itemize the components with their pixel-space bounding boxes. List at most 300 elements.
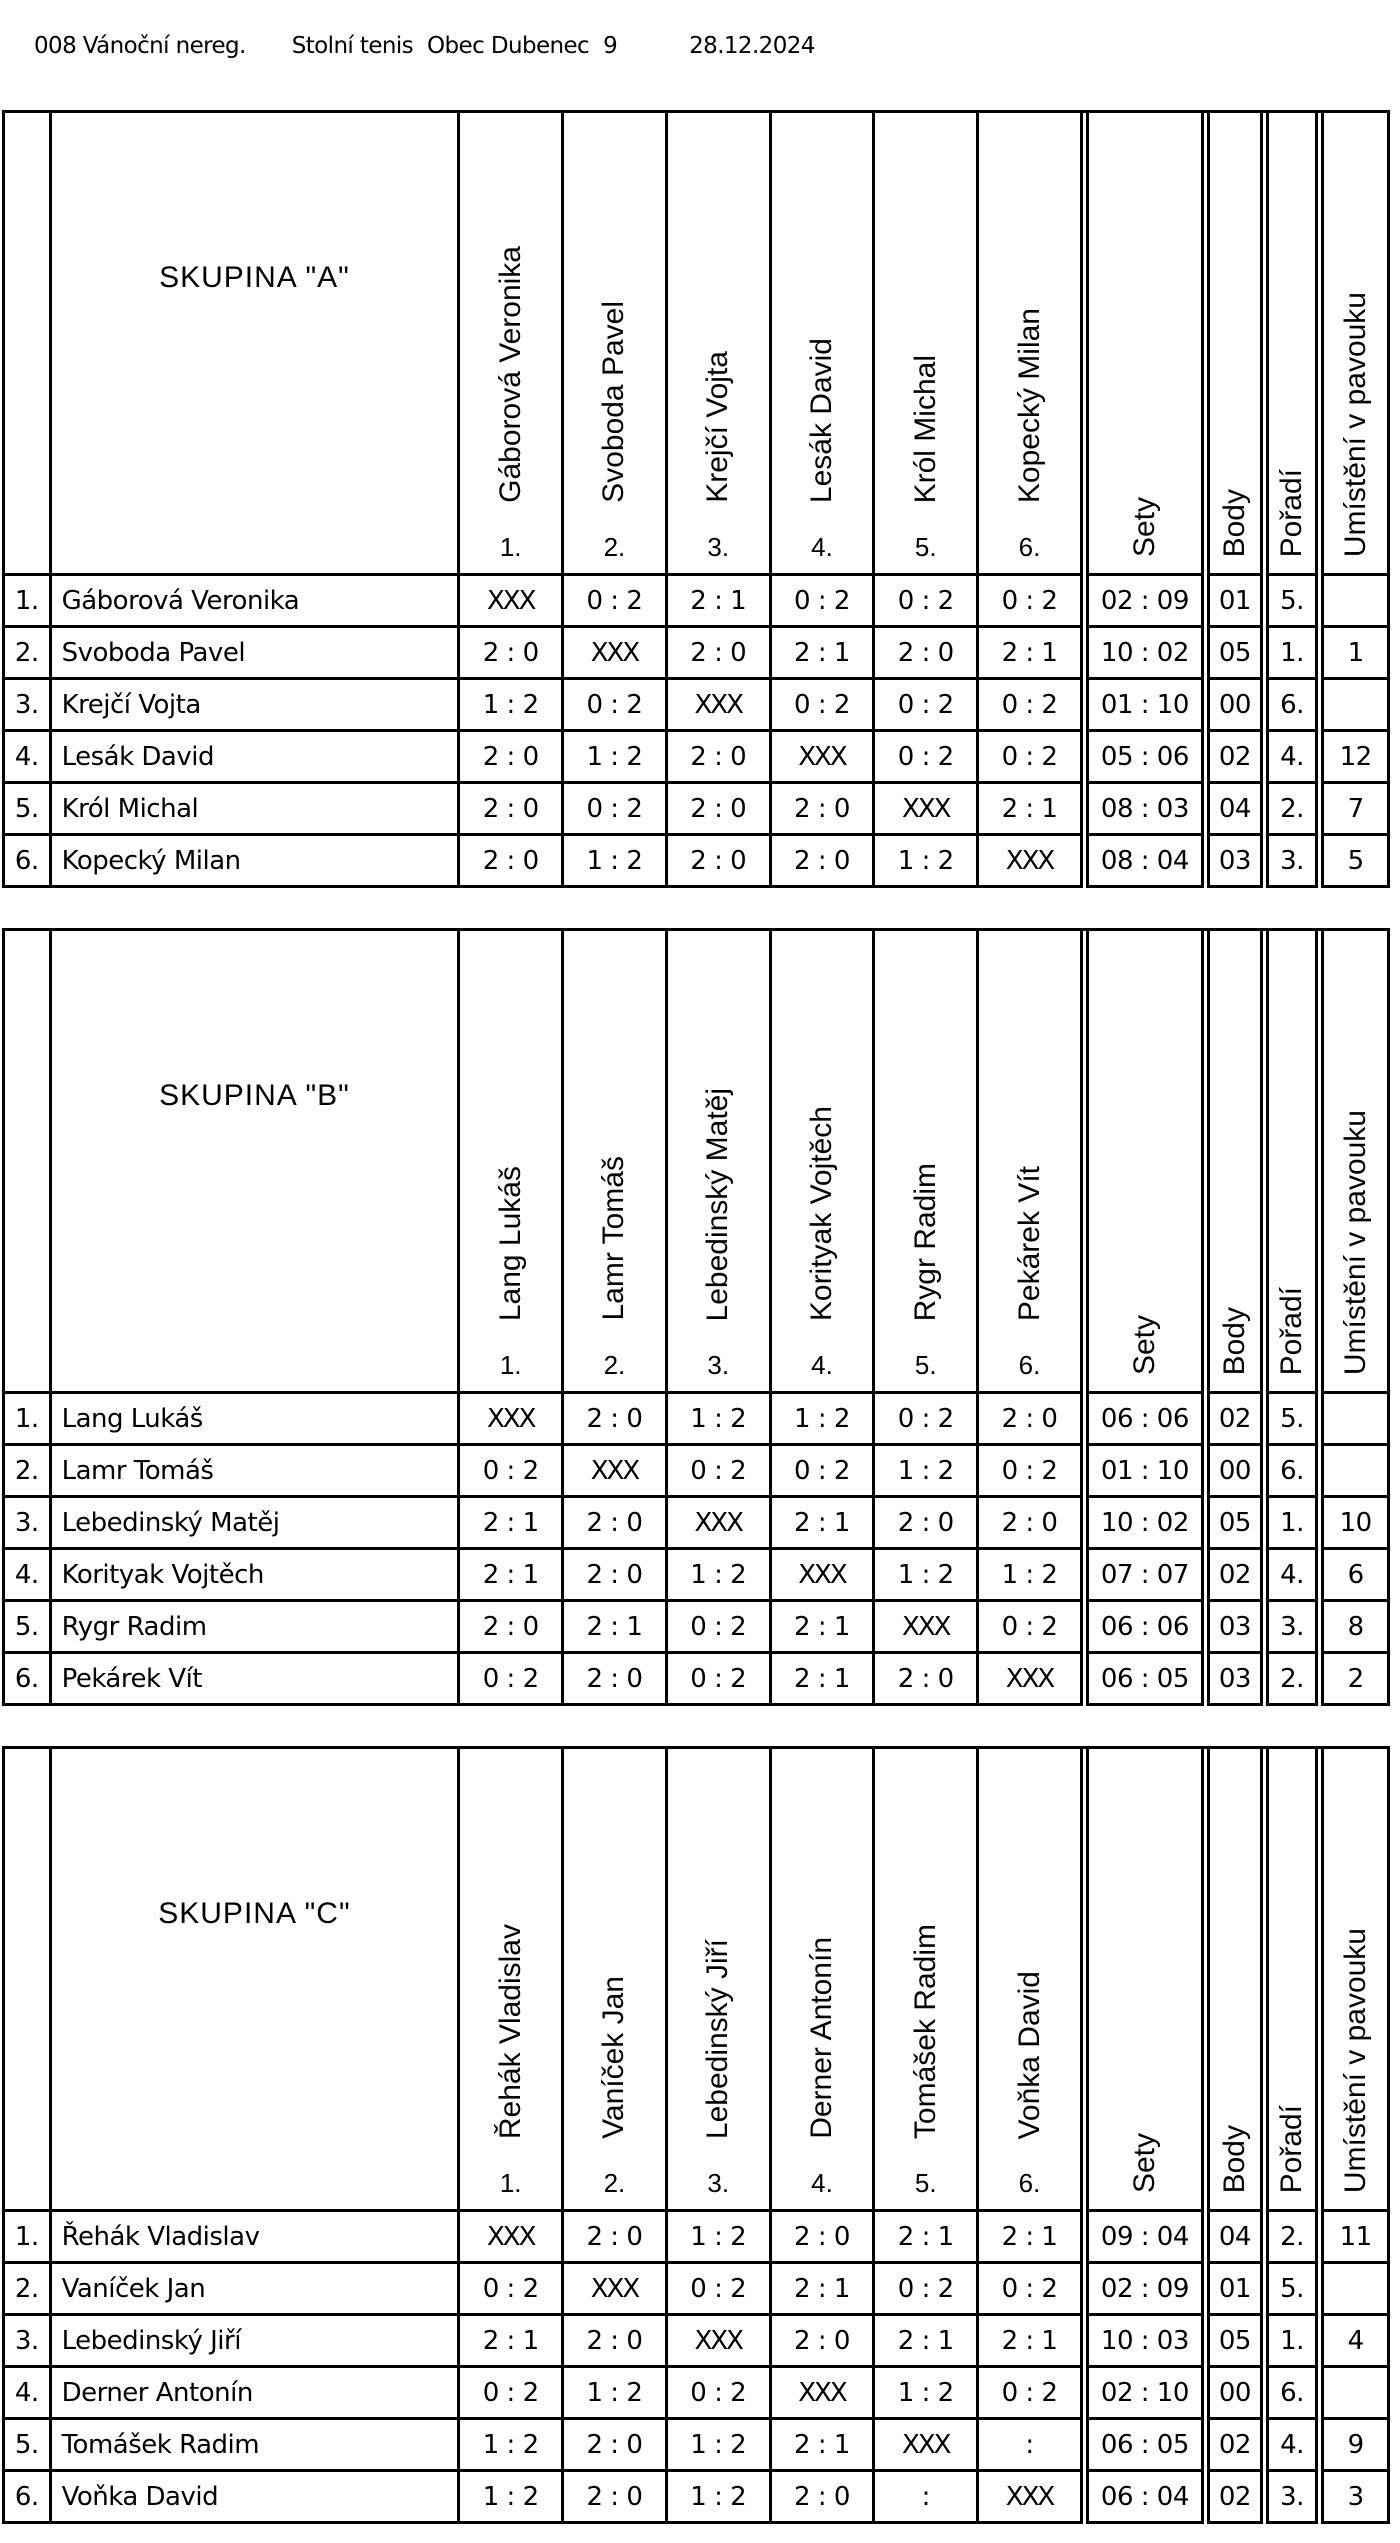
match-score: 2 : 0	[564, 1498, 668, 1550]
opponent-number: 2.	[603, 2168, 626, 2198]
points-value: 05	[1210, 2316, 1263, 2368]
match-score: 0 : 2	[979, 1602, 1083, 1654]
match-score: 1 : 2	[564, 2368, 668, 2420]
player-number: 1.	[5, 1394, 52, 1446]
player-row	[5, 2420, 1390, 2472]
order-value: 3.	[1269, 836, 1318, 888]
points-value: 02	[1210, 2420, 1263, 2472]
player-name: Lamr Tomáš	[52, 1446, 461, 1498]
opponent-number: 4.	[811, 2168, 833, 2198]
match-score: 0 : 2	[875, 732, 979, 784]
opponent-name: Řehák Vladislav	[493, 1923, 527, 2139]
opponent-header	[460, 113, 561, 573]
match-score: 2 : 0	[564, 1654, 668, 1706]
bracket-header-cell	[1324, 931, 1390, 1394]
points-value: 02	[1210, 1550, 1263, 1602]
player-row	[5, 2316, 1390, 2368]
opponent-number: 1.	[499, 1350, 522, 1380]
sets-header	[1089, 113, 1200, 573]
match-score: 2 : 0	[979, 1498, 1083, 1550]
match-score: 2 : 0	[668, 628, 772, 680]
bracket-value: 12	[1324, 732, 1390, 784]
player-name: Lebedinský Jiří	[52, 2316, 461, 2368]
match-score: 0 : 2	[460, 2264, 564, 2316]
match-score: 0 : 2	[979, 732, 1083, 784]
opponent-header	[668, 1749, 769, 2209]
opponent-header	[772, 931, 873, 1391]
opponent-name: Derner Antonín	[804, 1937, 838, 2139]
corner-cell	[5, 113, 52, 576]
points-value: 05	[1210, 1498, 1263, 1550]
match-score: 2 : 1	[772, 1498, 876, 1550]
group-title-cell	[52, 931, 461, 1394]
self-match-cell: XXX	[875, 2420, 979, 2472]
self-match-cell: XXX	[668, 2316, 772, 2368]
group-table-c	[2, 1746, 1390, 2524]
match-score: 0 : 2	[979, 2368, 1083, 2420]
match-score: 2 : 0	[772, 2316, 876, 2368]
order-header	[1269, 1749, 1315, 2209]
sets-header	[1089, 931, 1200, 1391]
opponent-column-header	[668, 1749, 772, 2212]
sets-header	[1089, 1749, 1200, 2209]
opponent-column-header	[772, 1749, 876, 2212]
match-score: 0 : 2	[460, 1446, 564, 1498]
self-match-cell: XXX	[668, 680, 772, 732]
match-score: 1 : 2	[875, 1550, 979, 1602]
points-header-cell	[1210, 1749, 1263, 2212]
player-number: 4.	[5, 2368, 52, 2420]
corner-cell	[5, 931, 52, 1394]
order-value: 4.	[1269, 732, 1318, 784]
opponent-name: Król Michal	[908, 354, 942, 503]
player-row	[5, 2264, 1390, 2316]
opponent-column-header	[875, 113, 979, 576]
player-row	[5, 680, 1390, 732]
bracket-header-label: Umístění v pavouku	[1338, 1109, 1372, 1375]
points-value: 00	[1210, 680, 1263, 732]
player-name: Król Michal	[52, 784, 461, 836]
match-score: 1 : 2	[875, 2368, 979, 2420]
match-score: 0 : 2	[875, 576, 979, 628]
match-score: 1 : 2	[460, 2472, 564, 2524]
sets-value: 02 : 09	[1089, 2264, 1203, 2316]
player-number: 3.	[5, 1498, 52, 1550]
bracket-value: 8	[1324, 1602, 1390, 1654]
opponent-name: Lesák David	[804, 337, 838, 503]
bracket-value: 2	[1324, 1654, 1390, 1706]
player-row	[5, 2368, 1390, 2420]
opponent-header	[979, 931, 1080, 1391]
order-value: 2.	[1269, 1654, 1318, 1706]
match-score: 2 : 1	[460, 1498, 564, 1550]
order-header	[1269, 931, 1315, 1391]
points-value: 04	[1210, 784, 1263, 836]
points-header-label: Body	[1217, 2124, 1251, 2193]
player-name: Tomášek Radim	[52, 2420, 461, 2472]
points-value: 00	[1210, 2368, 1263, 2420]
player-name: Lang Lukáš	[52, 1394, 461, 1446]
opponent-column-header	[979, 1749, 1083, 2212]
opponent-number: 5.	[914, 2168, 937, 2198]
order-value: 5.	[1269, 1394, 1318, 1446]
points-value: 01	[1210, 2264, 1263, 2316]
bracket-value	[1324, 2368, 1390, 2420]
points-header-cell	[1210, 113, 1263, 576]
self-match-cell: XXX	[564, 2264, 668, 2316]
player-name: Vaníček Jan	[52, 2264, 461, 2316]
opponent-header	[564, 931, 665, 1391]
bracket-value: 6	[1324, 1550, 1390, 1602]
player-number: 6.	[5, 836, 52, 888]
points-header	[1210, 113, 1260, 573]
group-title-cell	[52, 1749, 461, 2212]
match-score: 2 : 1	[875, 2212, 979, 2264]
self-match-cell: XXX	[772, 732, 876, 784]
header-row	[5, 113, 1390, 576]
match-score: 2 : 1	[772, 1602, 876, 1654]
opponent-header	[979, 113, 1080, 573]
match-score: 0 : 2	[668, 2368, 772, 2420]
bracket-value	[1324, 2264, 1390, 2316]
match-score: 1 : 2	[668, 1394, 772, 1446]
sets-header-cell	[1089, 931, 1203, 1394]
player-row	[5, 1654, 1390, 1706]
opponent-column-header	[772, 931, 876, 1394]
match-score: 1 : 2	[668, 1550, 772, 1602]
opponent-header	[668, 931, 769, 1391]
sets-value: 08 : 03	[1089, 784, 1203, 836]
match-score: :	[875, 2472, 979, 2524]
bracket-header	[1324, 931, 1387, 1391]
points-value: 01	[1210, 576, 1263, 628]
sets-value: 06 : 05	[1089, 1654, 1203, 1706]
points-value: 03	[1210, 836, 1263, 888]
opponent-name: Svoboda Pavel	[597, 301, 631, 503]
sets-value: 02 : 10	[1089, 2368, 1203, 2420]
opponent-name: Kopecký Milan	[1012, 307, 1046, 503]
points-value: 05	[1210, 628, 1263, 680]
opponent-header	[772, 1749, 873, 2209]
match-score: 2 : 0	[772, 836, 876, 888]
bracket-value: 3	[1324, 2472, 1390, 2524]
opponent-name: Lebedinský Jiří	[701, 1938, 735, 2139]
results-grid	[2, 928, 1390, 1706]
player-number: 4.	[5, 732, 52, 784]
bracket-value	[1324, 680, 1390, 732]
player-row	[5, 1602, 1390, 1654]
match-score: 2 : 0	[668, 836, 772, 888]
match-score: 1 : 2	[460, 680, 564, 732]
order-header	[1269, 113, 1315, 573]
bracket-header	[1324, 113, 1387, 573]
player-name: Lebedinský Matěj	[52, 1498, 461, 1550]
bracket-value: 4	[1324, 2316, 1390, 2368]
opponent-number: 1.	[499, 2168, 522, 2198]
points-value: 00	[1210, 1446, 1263, 1498]
bracket-value: 10	[1324, 1498, 1390, 1550]
sets-value: 02 : 09	[1089, 576, 1203, 628]
match-score: 2 : 0	[772, 2472, 876, 2524]
opponent-header	[460, 1749, 561, 2209]
match-score: 0 : 2	[979, 576, 1083, 628]
bracket-value: 1	[1324, 628, 1390, 680]
header-row	[5, 931, 1390, 1394]
opponent-column-header	[564, 931, 668, 1394]
player-number: 2.	[5, 2264, 52, 2316]
opponent-number: 1.	[499, 532, 522, 562]
match-score: 0 : 2	[564, 576, 668, 628]
opponent-name: Krejčí Vojta	[701, 351, 735, 503]
venue-name: Obec Dubenec	[427, 33, 590, 59]
opponent-number: 4.	[811, 532, 833, 562]
sets-header-cell	[1089, 113, 1203, 576]
match-score: 2 : 1	[772, 628, 876, 680]
order-value: 6.	[1269, 680, 1318, 732]
bracket-value: 11	[1324, 2212, 1390, 2264]
corner-cell	[5, 1749, 52, 2212]
match-score: 2 : 1	[772, 2420, 876, 2472]
self-match-cell: XXX	[979, 836, 1083, 888]
opponent-column-header	[979, 113, 1083, 576]
group-title: SKUPINA "B"	[159, 1079, 350, 1112]
opponent-column-header	[772, 113, 876, 576]
match-score: 2 : 0	[772, 2212, 876, 2264]
opponent-column-header	[668, 931, 772, 1394]
player-number: 1.	[5, 2212, 52, 2264]
player-row	[5, 628, 1390, 680]
match-score: 2 : 1	[668, 576, 772, 628]
match-score: 0 : 2	[668, 1602, 772, 1654]
sets-header-label: Sety	[1127, 2132, 1161, 2193]
points-value: 02	[1210, 732, 1263, 784]
points-value: 03	[1210, 1654, 1263, 1706]
bracket-value: 9	[1324, 2420, 1390, 2472]
player-name: Gáborová Veronika	[52, 576, 461, 628]
sets-value: 06 : 06	[1089, 1602, 1203, 1654]
player-number: 6.	[5, 1654, 52, 1706]
bracket-header-cell	[1324, 1749, 1390, 2212]
match-score: 2 : 1	[460, 2316, 564, 2368]
player-row	[5, 732, 1390, 784]
document-header	[34, 26, 815, 66]
match-score: 2 : 1	[875, 2316, 979, 2368]
self-match-cell: XXX	[668, 1498, 772, 1550]
opponent-number: 3.	[707, 2168, 730, 2198]
match-score: 1 : 2	[875, 1446, 979, 1498]
match-score: 2 : 0	[564, 1394, 668, 1446]
player-name: Voňka David	[52, 2472, 461, 2524]
order-value: 6.	[1269, 1446, 1318, 1498]
player-number: 3.	[5, 680, 52, 732]
player-name: Krejčí Vojta	[52, 680, 461, 732]
sets-value: 01 : 10	[1089, 680, 1203, 732]
order-value: 4.	[1269, 2420, 1318, 2472]
sets-value: 10 : 02	[1089, 628, 1203, 680]
opponent-name: Korityak Vojtěch	[804, 1105, 838, 1321]
order-value: 5.	[1269, 576, 1318, 628]
bracket-header-cell	[1324, 113, 1390, 576]
match-score: 2 : 0	[460, 784, 564, 836]
opponent-number: 5.	[914, 1350, 937, 1380]
match-score: 2 : 0	[875, 628, 979, 680]
match-score: 2 : 1	[979, 2316, 1083, 2368]
match-score: 0 : 2	[668, 1446, 772, 1498]
player-row	[5, 2212, 1390, 2264]
bracket-header-label: Umístění v pavouku	[1338, 1927, 1372, 2193]
self-match-cell: XXX	[979, 2472, 1083, 2524]
points-value: 03	[1210, 1602, 1263, 1654]
match-score: 1 : 2	[979, 1550, 1083, 1602]
match-score: 0 : 2	[979, 1446, 1083, 1498]
match-score: 0 : 2	[460, 1654, 564, 1706]
player-row	[5, 2472, 1390, 2524]
order-header-cell	[1269, 1749, 1318, 2212]
match-score: 2 : 1	[772, 2264, 876, 2316]
match-score: 2 : 1	[460, 1550, 564, 1602]
order-value: 5.	[1269, 2264, 1318, 2316]
opponent-name: Rygr Radim	[908, 1162, 942, 1321]
opponent-number: 3.	[707, 532, 730, 562]
opponent-header	[564, 113, 665, 573]
sport-name: Stolní tenis	[291, 33, 414, 59]
order-value: 4.	[1269, 1550, 1318, 1602]
opponent-name: Lamr Tomáš	[597, 1156, 631, 1321]
match-score: 0 : 2	[668, 2264, 772, 2316]
match-score: 0 : 2	[875, 1394, 979, 1446]
match-score: 2 : 1	[564, 1602, 668, 1654]
match-score: :	[979, 2420, 1083, 2472]
order-value: 1.	[1269, 628, 1318, 680]
match-score: 1 : 2	[875, 836, 979, 888]
player-row	[5, 576, 1390, 628]
match-score: 2 : 1	[772, 1654, 876, 1706]
points-header-label: Body	[1217, 488, 1251, 557]
order-value: 3.	[1269, 2472, 1318, 2524]
match-score: 1 : 2	[460, 2420, 564, 2472]
sets-value: 05 : 06	[1089, 732, 1203, 784]
match-score: 1 : 2	[772, 1394, 876, 1446]
opponent-number: 2.	[603, 1350, 626, 1380]
player-number: 5.	[5, 1602, 52, 1654]
match-score: 1 : 2	[668, 2472, 772, 2524]
sets-value: 10 : 02	[1089, 1498, 1203, 1550]
match-score: 2 : 0	[460, 1602, 564, 1654]
opponent-number: 3.	[707, 1350, 730, 1380]
opponent-header	[875, 931, 976, 1391]
order-header-label: Pořadí	[1275, 1286, 1309, 1375]
points-header-cell	[1210, 931, 1263, 1394]
sets-value: 06 : 04	[1089, 2472, 1203, 2524]
match-score: 2 : 0	[875, 1654, 979, 1706]
bracket-value	[1324, 1394, 1390, 1446]
header-row	[5, 1749, 1390, 2212]
group-title-cell	[52, 113, 461, 576]
order-header-cell	[1269, 113, 1318, 576]
opponent-column-header	[564, 113, 668, 576]
opponent-header	[668, 113, 769, 573]
opponent-header	[875, 1749, 976, 2209]
match-score: 2 : 0	[460, 836, 564, 888]
order-value: 1.	[1269, 1498, 1318, 1550]
self-match-cell: XXX	[564, 1446, 668, 1498]
opponent-number: 6.	[1018, 1350, 1041, 1380]
match-score: 2 : 1	[979, 628, 1083, 680]
player-row	[5, 1550, 1390, 1602]
sets-value: 07 : 07	[1089, 1550, 1203, 1602]
points-header-label: Body	[1217, 1306, 1251, 1375]
opponent-column-header	[564, 1749, 668, 2212]
opponent-name: Lang Lukáš	[493, 1165, 527, 1321]
match-score: 2 : 0	[668, 784, 772, 836]
bracket-value: 7	[1324, 784, 1390, 836]
opponent-column-header	[460, 931, 564, 1394]
player-row	[5, 836, 1390, 888]
match-score: 0 : 2	[772, 1446, 876, 1498]
results-grid	[2, 1746, 1390, 2524]
match-score: 1 : 2	[668, 2212, 772, 2264]
order-value: 6.	[1269, 2368, 1318, 2420]
opponent-name: Tomášek Radim	[908, 1923, 942, 2139]
player-name: Rygr Radim	[52, 1602, 461, 1654]
match-score: 2 : 0	[564, 2316, 668, 2368]
match-score: 0 : 2	[875, 2264, 979, 2316]
self-match-cell: XXX	[460, 2212, 564, 2264]
player-name: Kopecký Milan	[52, 836, 461, 888]
match-score: 1 : 2	[564, 732, 668, 784]
match-score: 2 : 0	[460, 628, 564, 680]
order-value: 2.	[1269, 784, 1318, 836]
self-match-cell: XXX	[772, 2368, 876, 2420]
match-score: 2 : 0	[564, 2420, 668, 2472]
opponent-name: Vaníček Jan	[597, 1976, 631, 2139]
player-number: 3.	[5, 2316, 52, 2368]
opponent-header	[875, 113, 976, 573]
match-score: 0 : 2	[564, 784, 668, 836]
bracket-value	[1324, 1446, 1390, 1498]
order-header-label: Pořadí	[1275, 2104, 1309, 2193]
opponent-column-header	[875, 931, 979, 1394]
bracket-value	[1324, 576, 1390, 628]
order-header-label: Pořadí	[1275, 468, 1309, 557]
opponent-column-header	[460, 1749, 564, 2212]
player-name: Řehák Vladislav	[52, 2212, 461, 2264]
sets-value: 06 : 06	[1089, 1394, 1203, 1446]
bracket-value: 5	[1324, 836, 1390, 888]
match-score: 2 : 0	[875, 1498, 979, 1550]
match-score: 2 : 0	[460, 732, 564, 784]
opponent-number: 6.	[1018, 2168, 1041, 2198]
player-name: Svoboda Pavel	[52, 628, 461, 680]
sets-value: 08 : 04	[1089, 836, 1203, 888]
group-title: SKUPINA "A"	[159, 261, 350, 294]
player-number: 4.	[5, 1550, 52, 1602]
match-score: 2 : 0	[772, 784, 876, 836]
match-score: 0 : 2	[668, 1654, 772, 1706]
player-name: Lesák David	[52, 732, 461, 784]
self-match-cell: XXX	[460, 576, 564, 628]
group-table-b	[2, 928, 1390, 1706]
sets-value: 01 : 10	[1089, 1446, 1203, 1498]
sets-header-label: Sety	[1127, 1314, 1161, 1375]
match-score: 0 : 2	[875, 680, 979, 732]
opponent-name: Gáborová Veronika	[493, 246, 527, 503]
sets-header-label: Sety	[1127, 496, 1161, 557]
player-number: 5.	[5, 2420, 52, 2472]
points-value: 04	[1210, 2212, 1263, 2264]
self-match-cell: XXX	[460, 1394, 564, 1446]
opponent-number: 6.	[1018, 532, 1041, 562]
